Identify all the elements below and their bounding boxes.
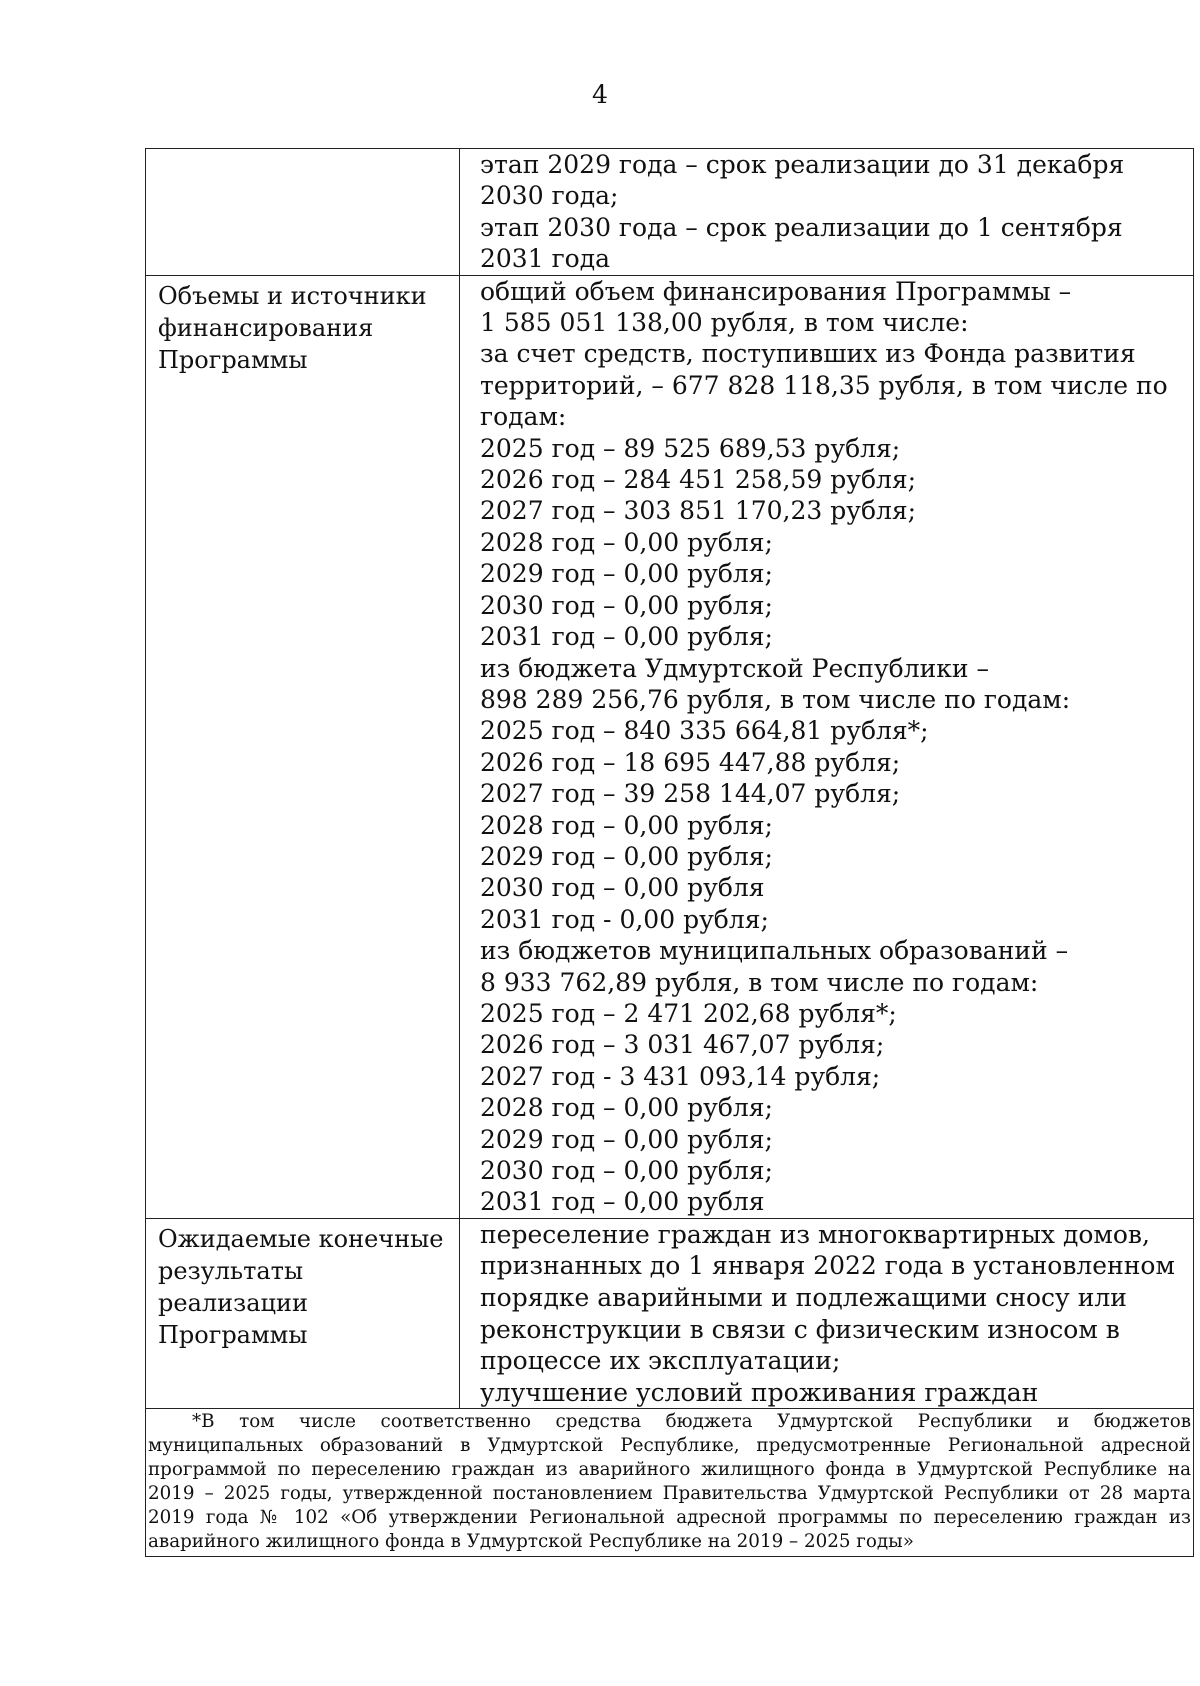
value-line: 2030 год – 0,00 рубля;: [480, 1156, 773, 1185]
table-row-footnote: [146, 1409, 1194, 1557]
value-line: 2030 год – 0,00 рубля;: [480, 590, 773, 620]
value-line: признанных до 1 января 2022 года в установленном: [480, 1251, 1175, 1281]
footnote-cell: [146, 1409, 1194, 1557]
value-line: годам:: [480, 402, 567, 432]
row-value-lines: [480, 276, 1185, 1218]
value-line: 2029 год – 0,00 рубля;: [480, 559, 773, 589]
table-row-stages: [146, 149, 1194, 276]
value-line: 2027 год - 3 431 093,14 рубля;: [480, 1061, 881, 1091]
value-line: 2027 год – 303 851 170,23 рубля;: [480, 496, 917, 526]
value-line: процессе их эксплуатации;: [480, 1346, 841, 1376]
value-line: 2030 год – 0,00 рубля: [480, 873, 765, 903]
row-label-cell: [146, 275, 460, 1218]
value-line: 2031 года: [480, 244, 611, 274]
value-line: 2028 год – 0,00 рубля;: [480, 1093, 773, 1123]
value-line: улучшение условий проживания граждан: [480, 1377, 1039, 1407]
value-line: 2029 год – 0,00 рубля;: [480, 841, 773, 871]
value-line: 2028 год – 0,00 рубля;: [480, 810, 773, 840]
table-row-financing: [146, 275, 1194, 1218]
row-value-cell: [460, 149, 1194, 276]
row-label: Ожидаемые конечные результаты реализации Программы: [158, 1224, 444, 1349]
value-line: 898 289 256,76 рубля, в том числе по годам:: [480, 684, 1071, 714]
value-line: общий объем финансирования Программы –: [480, 276, 1072, 306]
value-line: переселение граждан из многоквартирных домов,: [480, 1219, 1150, 1249]
footnote-line: муниципальных образований в Удмуртской Республике, предусмотренные Региональной адресной: [148, 1435, 1191, 1457]
value-line: 2026 год – 3 031 467,07 рубля;: [480, 1030, 885, 1060]
value-line: реконструкции в связи с физическим износом в: [480, 1314, 1120, 1344]
value-line: 2029 год – 0,00 рубля;: [480, 1124, 773, 1154]
value-line: 2030 года;: [480, 181, 619, 211]
row-label-cell: [146, 149, 460, 276]
value-line: 8 933 762,89 рубля, в том числе по годам:: [480, 967, 1039, 997]
value-line: за счет средств, поступивших из Фонда развития: [480, 339, 1136, 369]
value-line: этап 2030 года – срок реализации до 1 сентября: [480, 212, 1123, 242]
value-line: 2025 год – 840 335 664,81 рубля*;: [480, 716, 929, 746]
value-line: 2027 год – 39 258 144,07 рубля;: [480, 779, 901, 809]
value-line: из бюджета Удмуртской Республики –: [480, 653, 989, 683]
value-line: 2026 год – 284 451 258,59 рубля;: [480, 465, 917, 495]
row-value-lines: [480, 1219, 1185, 1409]
row-value-cell: [460, 1218, 1194, 1409]
value-line: территорий, – 677 828 118,35 рубля, в том числе по: [480, 370, 1168, 400]
row-value-cell: [460, 275, 1194, 1218]
program-passport-table: [145, 148, 1194, 1557]
value-line: 2025 год – 89 525 689,53 рубля;: [480, 433, 901, 463]
value-line: 2031 год – 0,00 рубля;: [480, 622, 773, 652]
footnote-line: 2019 – 2025 годы, утвержденной постановлением Правительства Удмуртской Республики от 28 марта: [148, 1483, 1191, 1505]
value-line: из бюджетов муниципальных образований –: [480, 936, 1069, 966]
footnote-line: 2019 года № 102 «Об утверждении Региональной адресной программы по переселению граждан из: [148, 1507, 1191, 1529]
page-number: 4: [592, 80, 608, 109]
value-line: 2031 год – 0,00 рубля: [480, 1187, 765, 1217]
footnote-text: [148, 1410, 1191, 1554]
value-line: порядке аварийными и подлежащими сносу или: [480, 1283, 1127, 1312]
value-line: 2028 год – 0,00 рубля;: [480, 527, 773, 557]
value-line: этап 2029 года – срок реализации до 31 декабря: [480, 150, 1125, 179]
footnote-line: *В том числе соответственно средства бюджета Удмуртской Республики и бюджетов: [192, 1411, 1191, 1433]
table-row-expected-results: [146, 1218, 1194, 1409]
value-line: 2025 год – 2 471 202,68 рубля*;: [480, 998, 897, 1028]
row-value-lines: [480, 149, 1185, 275]
value-line: 2026 год – 18 695 447,88 рубля;: [480, 747, 901, 777]
value-line: 1 585 051 138,00 рубля, в том числе:: [480, 308, 969, 338]
footnote-line: аварийного жилищного фонда в Удмуртской Республике на 2019 – 2025 годы»: [148, 1531, 914, 1553]
footnote-line: программой по переселению граждан из аварийного жилищного фонда в Удмуртской Республике на: [148, 1459, 1191, 1481]
row-label-cell: [146, 1218, 460, 1409]
value-line: 2031 год - 0,00 рубля;: [480, 904, 769, 934]
row-label: Объемы и источники финансирования Программы: [158, 281, 427, 374]
